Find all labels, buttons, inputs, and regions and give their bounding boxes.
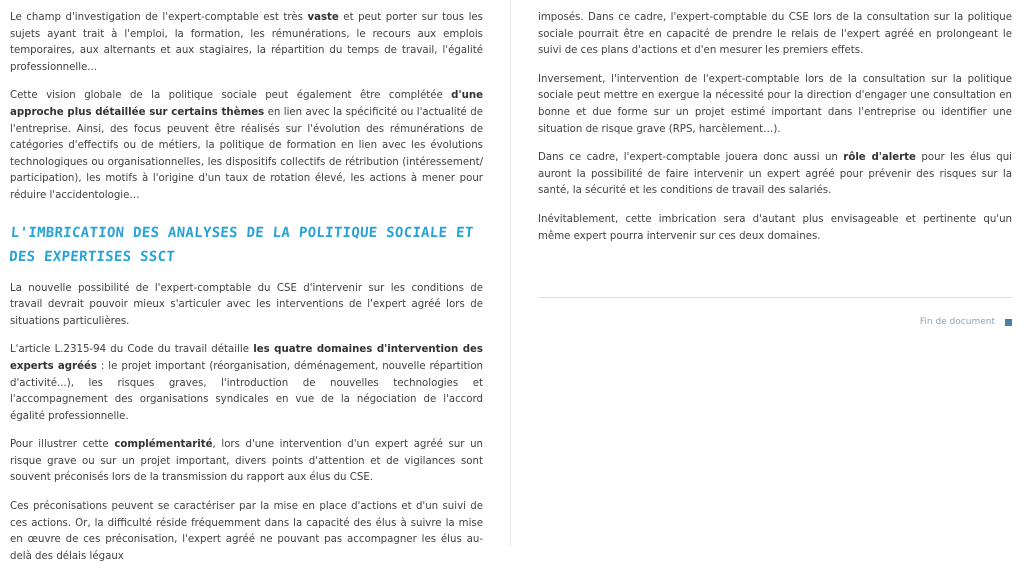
left-column — [10, 10, 483, 577]
text: L'article L.2315-94 du Code du travail détaille — [10, 344, 254, 356]
paragraph: Ces préconisations peuvent se caractériser par la mise en place d'actions et d'un suivi de ces actions. Or, la difficulté réside fréquemment dans la capacité des élus à suivre la mise en œuvre de ces préconisation, l'expert agréé ne pouvant pas accompagner les élus au-delà des délais légaux — [10, 501, 483, 562]
text: et peut porter sur tous les sujets ayant trait à l'emploi, la formation, les rémunérations, le recours aux emplois temporaires, aux alternants et aux stagiaires, la répartition du temps de travail, l'égalité professionnelle... — [10, 12, 483, 73]
text: Cette vision globale de la politique sociale peut également être complétée — [10, 90, 452, 102]
end-of-document — [538, 314, 1012, 331]
right-column — [538, 10, 1012, 331]
square-icon — [1005, 319, 1012, 326]
paragraph — [10, 88, 483, 204]
bold-text: rôle d'alerte — [843, 152, 916, 164]
text: , lors d'une intervention d'un expert agréé sur un risque grave ou sur un projet important, divers points d'attention et de vigilances sont souvent préconisés lors de la transmission du rapport aux élus du CSE. — [10, 439, 484, 484]
paragraph: La nouvelle possibilité de l'expert-comptable du CSE d'intervenir sur les conditions de travail devrait pouvoir mieux s'articuler avec les interventions de l'expert agréé lors de situations particulières. — [10, 282, 483, 327]
text: Pour illustrer cette — [10, 439, 115, 451]
paragraph — [538, 150, 1012, 200]
text: en lien avec la spécificité ou l'actualité de l'entreprise. Ainsi, des focus peuvent être réalisés sur l'évolution des rémunérations de catégories d'effectifs ou de métiers, la politique de formation en lien avec les évolutions technologiques ou organisationnelles, les dispositifs collectifs de rétribution (intéressement/ participation), les motifs à l'origine d'un taux de rotation élevé, les actions à mener pour réduire l'accidentologie… — [10, 106, 483, 201]
paragraph: Inversement, l'intervention de l'expert-comptable lors de la consultation sur la politique sociale peut mettre en exergue la nécessité pour la direction d'engager une consultation en bonne et due forme sur un projet estimé important dans l'entreprise ou identifier une situation de risque grave (RPS, harcèlement…). — [538, 73, 1012, 135]
bold-text: vaste — [307, 12, 339, 23]
end-note-label: Fin de document — [919, 317, 995, 328]
bold-text: complémentarité — [114, 439, 213, 451]
column-divider — [510, 0, 511, 546]
paragraph — [10, 10, 483, 76]
bold-text: d'une approche plus détaillée sur certains thèmes — [10, 90, 483, 118]
horizontal-rule — [538, 297, 1012, 298]
text: Dans ce cadre, l'expert-comptable jouera donc aussi un — [538, 152, 844, 164]
paragraph — [10, 342, 483, 425]
paragraph: imposés. Dans ce cadre, l'expert-comptable du CSE lors de la consultation sur la politique sociale pourrait être en capacité de prendre le relais de l'expert agréé en prolongeant le suivi de ces plans d'actions et d'en mesurer les premiers effets. — [538, 12, 1012, 57]
text: Le champ d'investigation de l'expert-comptable est très — [10, 12, 308, 23]
section-heading: L'IMBRICATION DES ANALYSES DE LA POLITIQUE SOCIALE ET DES EXPERTISES SSCT — [8, 224, 475, 265]
paragraph: Inévitablement, cette imbrication sera d'autant plus envisageable et pertinente qu'un même expert pourra intervenir sur ces deux domaines. — [538, 213, 1012, 242]
paragraph — [10, 437, 483, 487]
text: : le projet important (réorganisation, déménagement, nouvelle répartition d'activité...), les risques graves, l'introduction de nouvelles technologies et l'accompagnement des organisations syndicales en vue de la négociation de l'accord égalité professionnelle. — [10, 360, 484, 422]
text: pour les élus qui auront la possibilité de faire intervenir un expert agréé pour prévenir des risques sur la santé, la sécurité et les conditions de travail des salariés. — [538, 152, 1013, 197]
bold-text: les quatre domaines d'intervention des experts agréés — [10, 344, 483, 372]
